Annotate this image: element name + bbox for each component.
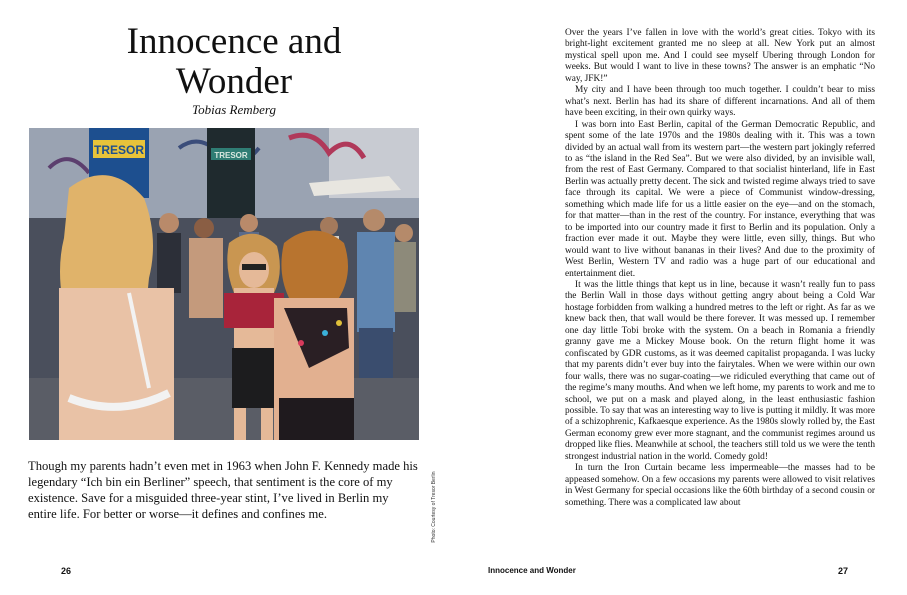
body-column bbox=[565, 28, 875, 509]
body-paragraph-3: I was born into East Berlin, capital of the German Democratic Republic, and spent some of the late 1970s and the 1980s dealing with it. This was a town divided by an actual wall from its western part—the western part jokingly referred to as “the island in the Red Sea”. But we were also divided, by an invisible wall, from the rest of East Germany. Compared to that socialist hinterland, life in East Berlin was actually pretty decent. The sick and twisted regime always tried to save face through its capital. We were a piece of Communist window-dressing, something which made life for us a little easier on the eye—and on the stomach, for that matter—than in the rest of the country. For instance, everything that was to be imported into our country made it first to Berlin and its population. Only a fraction ever made it out. Maybe they were little, even silly, things. But who would want to live without bananas in their lives? And due to the proximity of West Berlin, Western TV and radio was a huge part of our educational and entertainment diet. bbox=[565, 119, 875, 279]
page-number-right: 27 bbox=[838, 566, 849, 576]
body-paragraph-4: It was the little things that kept us in line, because it wasn’t really fun to pass the Berlin Wall in those days without getting angry about being a Cold War hostage forbidden from walking a hundred metres to the left or right. As far as we knew back then, that wall would be there forever. It was messed up. I remember one day little Tobi broke with the system. On a beach in Romania a friendly granny gave me a Mickey Mouse book. On the return flight home it was confiscated by GDR customs, as it was deemed capitalist propaganda. I was lucky that my parents didn’t ever buy into the fairytales. When we were within our own four walls, there was no sugar-coating—we ridiculed everything that came out of the regime’s many mouths. And when we left home, my parents to work and me to school, we put on a mask and played along, in the least enthusiastic fashion possible. To say that was an interesting way to live is putting it mildly. It was more of a schizophrenic, Kafkaesque experience. As the 1980s slowly rolled by, the East German economy grew ever more stagnant, and the communist regimes around us dropped like flies. Meanwhile at school, the teachers still told us we were the tenth strongest industrial nation in the world. Comedy gold! bbox=[565, 279, 875, 462]
tresor-sign-right: TRESOR bbox=[214, 151, 248, 160]
body-paragraph-1: Over the years I’ve fallen in love with the world’s great cities. Tokyo with its bright-light excitement granted me no sleep at all. New York put an almost mystical spell upon me. And I could see myself Ubering through London for weeks. But would I want to live in these towns? The answer is an emphatic “No way, JFK!” bbox=[565, 28, 875, 84]
intro-paragraph: Though my parents hadn’t even met in 1963 when John F. Kennedy made his legendary “Ich bin ein Berliner” speech, that sentiment is the core of my existence. Save for a misguided three-year stint, I’ve lived in Berlin my entire life. For better or worse—it defines and confines me. bbox=[28, 459, 418, 521]
body-paragraph-2: My city and I have been through too much together. I couldn’t bear to miss what’s next. Berlin has had its share of different incarnations. And all of them have been exciting, in their own quirky ways. bbox=[565, 85, 875, 119]
tresor-sign-left: TRESOR bbox=[93, 143, 145, 157]
photo-credit bbox=[428, 470, 440, 550]
title-line-1: Innocence and bbox=[126, 21, 342, 62]
title-line-2: Wonder bbox=[175, 61, 293, 102]
photo-credit-text: Photo: Courtesy of Tresor Berlin bbox=[431, 471, 437, 543]
page-number-left: 26 bbox=[61, 566, 72, 576]
club-crowd-photo bbox=[29, 128, 419, 440]
author-byline: Tobias Remberg bbox=[192, 102, 276, 117]
body-paragraph-5: In turn the Iron Curtain became less impermeable—the masses had to be appeased somehow. On a few occasions my parents were allowed to visit relatives in West Germany for special occasions like the 60th birthday of a second cousin or something. There was a complicated law about bbox=[565, 463, 875, 508]
running-head: Innocence and Wonder bbox=[488, 566, 576, 575]
photo-illustration bbox=[29, 128, 419, 440]
article-title bbox=[60, 22, 408, 102]
